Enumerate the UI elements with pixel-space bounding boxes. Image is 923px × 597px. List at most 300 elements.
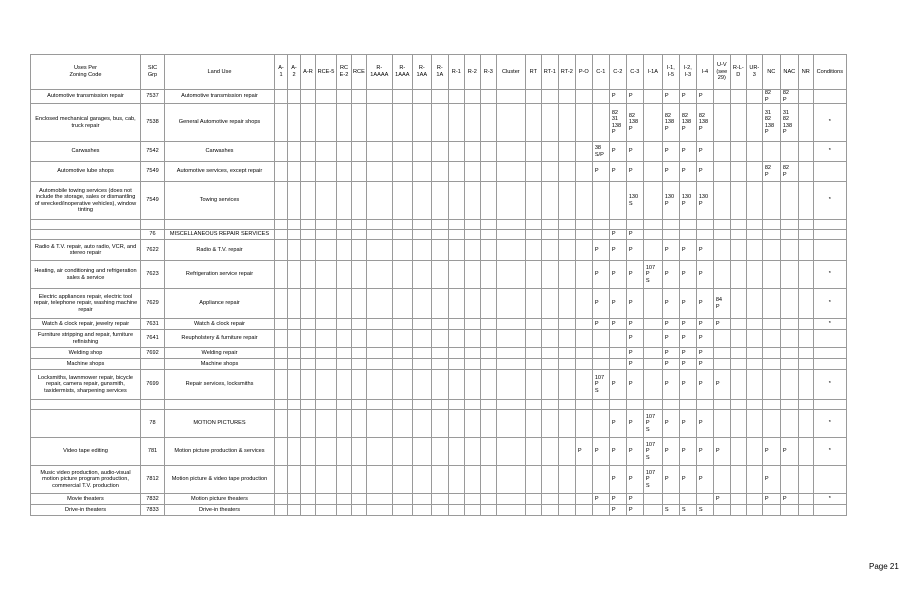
- zone-cell-nc: [762, 348, 780, 359]
- column-header-a-2: A- 2: [288, 55, 301, 90]
- zone-cell-r-3: [480, 370, 496, 400]
- zone-cell-c-1: 107 P S: [592, 370, 609, 400]
- zone-cell-r-1aaaa: [366, 90, 392, 104]
- zone-cell-a-2: [288, 330, 301, 348]
- zone-cell-nr: [798, 319, 813, 330]
- zone-cell-ur-3: [746, 90, 762, 104]
- zone-cell-r-1a: [431, 330, 448, 348]
- zone-cell-r-3: [480, 505, 496, 516]
- column-header-a-r: A-R: [301, 55, 316, 90]
- zone-cell-i-4: P: [696, 90, 713, 104]
- column-header-rt-2: RT-2: [558, 55, 575, 90]
- zone-cell-cluster: [496, 348, 525, 359]
- zone-cell-i-1-i-5: [662, 230, 679, 240]
- column-header-r-1aaaa: R- 1AAAA: [366, 55, 392, 90]
- table-row: [31, 220, 847, 230]
- table-row: [31, 505, 847, 516]
- zone-cell-nr: [798, 494, 813, 505]
- zone-cell-i-1a: [643, 142, 662, 162]
- use-cell: Drive-in theaters: [31, 505, 141, 516]
- zone-cell-rce: [352, 230, 367, 240]
- zone-cell-r-1a: [431, 466, 448, 494]
- zone-cell-i-2-i-3: P: [679, 370, 696, 400]
- zone-cell-r-1aa: [412, 162, 431, 182]
- zone-cell-r-1: [448, 466, 464, 494]
- zone-cell-i-1a: [643, 319, 662, 330]
- zone-cell-r-2: [464, 370, 480, 400]
- zone-cell-r-l-d: [730, 142, 746, 162]
- zone-cell-i-1a: [643, 240, 662, 261]
- zone-cell-i-4: 82 138 P: [696, 104, 713, 142]
- table-row: [31, 348, 847, 359]
- zone-cell-i-4: [696, 494, 713, 505]
- zone-cell-rce-5: [316, 466, 337, 494]
- zone-cell-rt-1: [541, 90, 558, 104]
- zone-cell-a-r: [301, 230, 316, 240]
- zone-cell-cluster: [496, 400, 525, 410]
- zone-cell-a-2: [288, 220, 301, 230]
- zone-cell-nc: [762, 505, 780, 516]
- zone-cell-nr: [798, 370, 813, 400]
- zone-cell-r-1a: [431, 220, 448, 230]
- land-use-cell: Automotive transmission repair: [165, 90, 275, 104]
- zone-cell-nr: [798, 330, 813, 348]
- zone-cell-r-1aa: [412, 182, 431, 220]
- zone-cell-c-3: P: [626, 359, 643, 370]
- zone-cell-r-1aaaa: [366, 370, 392, 400]
- zone-cell-r-1aa: [412, 505, 431, 516]
- zone-cell-rce: [352, 494, 367, 505]
- zone-cell-rce: [352, 466, 367, 494]
- zone-cell-rt: [525, 438, 541, 466]
- zone-cell-a-2: [288, 438, 301, 466]
- zone-cell-u-v-see-29: [713, 162, 730, 182]
- zone-cell-nc: [762, 319, 780, 330]
- zone-cell-cluster: [496, 370, 525, 400]
- zone-cell-i-2-i-3: P: [679, 330, 696, 348]
- conditions-cell: *: [813, 438, 846, 466]
- zone-cell-r-3: [480, 162, 496, 182]
- zone-cell-p-o: [575, 330, 592, 348]
- zone-cell-i-1-i-5: P: [662, 348, 679, 359]
- zone-cell-r-1aa: [412, 494, 431, 505]
- zone-cell-u-v-see-29: [713, 466, 730, 494]
- use-cell: Movie theaters: [31, 494, 141, 505]
- zone-cell-c-3: P: [626, 142, 643, 162]
- zone-cell-c-2: P: [609, 261, 626, 289]
- zone-cell-nr: [798, 104, 813, 142]
- zone-cell-a-1: [275, 370, 288, 400]
- zone-cell-r-3: [480, 289, 496, 319]
- zone-cell-r-l-d: [730, 466, 746, 494]
- zone-cell-rc-e-2: [337, 104, 352, 142]
- sic-cell: 7537: [141, 90, 165, 104]
- use-cell: Enclosed mechanical garages, bus, cab, truck repair: [31, 104, 141, 142]
- zone-cell-cluster: [496, 240, 525, 261]
- zone-cell-r-2: [464, 230, 480, 240]
- sic-cell: 7549: [141, 182, 165, 220]
- zone-cell-r-1aaaa: [366, 359, 392, 370]
- zone-cell-nr: [798, 240, 813, 261]
- zone-cell-rt-2: [558, 104, 575, 142]
- zone-cell-r-1a: [431, 348, 448, 359]
- zone-cell-r-1aa: [412, 220, 431, 230]
- zone-cell-r-1: [448, 90, 464, 104]
- zone-cell-nc: [762, 240, 780, 261]
- zone-cell-a-2: [288, 182, 301, 220]
- zone-cell-p-o: [575, 494, 592, 505]
- zone-cell-rc-e-2: [337, 410, 352, 438]
- zone-cell-r-l-d: [730, 359, 746, 370]
- zone-cell-rt: [525, 505, 541, 516]
- zone-cell-r-1a: [431, 289, 448, 319]
- column-header-sic-grp: SIC Grp: [141, 55, 165, 90]
- zone-cell-r-1a: [431, 162, 448, 182]
- zone-cell-a-1: [275, 330, 288, 348]
- zone-cell-nr: [798, 162, 813, 182]
- zone-cell-i-2-i-3: P: [679, 466, 696, 494]
- zone-cell-r-1aaaa: [366, 466, 392, 494]
- column-header-i-4: I-4: [696, 55, 713, 90]
- column-header-i-2-i-3: I-2, I-3: [679, 55, 696, 90]
- zone-cell-r-1aaaa: [366, 240, 392, 261]
- zone-cell-r-1: [448, 494, 464, 505]
- land-use-cell: Motion picture production & services: [165, 438, 275, 466]
- zone-cell-a-2: [288, 370, 301, 400]
- zone-cell-cluster: [496, 162, 525, 182]
- zone-cell-r-1: [448, 289, 464, 319]
- table-row: [31, 182, 847, 220]
- zone-cell-nac: 31 82 138 P: [780, 104, 798, 142]
- zone-cell-a-1: [275, 289, 288, 319]
- land-use-cell: Towing services: [165, 182, 275, 220]
- zone-cell-r-l-d: [730, 438, 746, 466]
- zone-cell-nac: 82 P: [780, 162, 798, 182]
- zone-cell-c-1: P: [592, 240, 609, 261]
- zone-cell-rt-1: [541, 240, 558, 261]
- zone-cell-a-1: [275, 220, 288, 230]
- zone-cell-c-1: P: [592, 494, 609, 505]
- zone-cell-c-2: [609, 348, 626, 359]
- zone-cell-a-r: [301, 466, 316, 494]
- zone-cell-r-1aa: [412, 104, 431, 142]
- zone-cell-rc-e-2: [337, 466, 352, 494]
- zone-cell-u-v-see-29: [713, 230, 730, 240]
- zone-cell-r-1aaaa: [366, 261, 392, 289]
- zone-cell-i-1-i-5: P: [662, 289, 679, 319]
- zone-cell-r-1aaa: [392, 182, 412, 220]
- zone-cell-p-o: [575, 104, 592, 142]
- zone-cell-c-1: [592, 104, 609, 142]
- zone-cell-rce: [352, 90, 367, 104]
- zone-cell-i-1-i-5: P: [662, 410, 679, 438]
- zone-cell-a-r: [301, 104, 316, 142]
- zone-cell-rt-2: [558, 466, 575, 494]
- zone-cell-r-2: [464, 162, 480, 182]
- zone-cell-rt: [525, 220, 541, 230]
- zone-cell-r-l-d: [730, 104, 746, 142]
- zone-cell-rt-2: [558, 494, 575, 505]
- zone-cell-r-1: [448, 220, 464, 230]
- zone-cell-r-1: [448, 319, 464, 330]
- zone-cell-p-o: [575, 505, 592, 516]
- zone-cell-rc-e-2: [337, 370, 352, 400]
- zone-cell-r-l-d: [730, 182, 746, 220]
- zone-cell-r-1aa: [412, 438, 431, 466]
- sic-cell: [141, 220, 165, 230]
- zone-cell-r-3: [480, 261, 496, 289]
- zone-cell-nc: P: [762, 494, 780, 505]
- zone-cell-nc: 31 82 138 P: [762, 104, 780, 142]
- zone-cell-r-2: [464, 182, 480, 220]
- zone-cell-rt: [525, 319, 541, 330]
- zone-cell-nac: [780, 230, 798, 240]
- zone-cell-u-v-see-29: [713, 142, 730, 162]
- zone-cell-nc: [762, 370, 780, 400]
- zone-cell-c-2: P: [609, 410, 626, 438]
- zone-cell-cluster: [496, 289, 525, 319]
- zone-cell-i-1-i-5: [662, 220, 679, 230]
- zone-cell-nr: [798, 220, 813, 230]
- sic-cell: 76: [141, 230, 165, 240]
- table-row: [31, 494, 847, 505]
- zone-cell-r-2: [464, 348, 480, 359]
- land-use-cell: MOTION PICTURES: [165, 410, 275, 438]
- zone-cell-r-1aaa: [392, 505, 412, 516]
- zone-cell-r-l-d: [730, 90, 746, 104]
- use-cell: Carwashes: [31, 142, 141, 162]
- zone-cell-r-2: [464, 142, 480, 162]
- zone-cell-r-l-d: [730, 240, 746, 261]
- zone-cell-rt-1: [541, 370, 558, 400]
- zone-cell-rt-1: [541, 505, 558, 516]
- zone-cell-ur-3: [746, 104, 762, 142]
- zone-cell-c-3: P: [626, 261, 643, 289]
- zone-cell-r-3: [480, 230, 496, 240]
- zone-cell-r-1aaa: [392, 142, 412, 162]
- zone-cell-ur-3: [746, 505, 762, 516]
- conditions-cell: *: [813, 319, 846, 330]
- zone-cell-c-2: 82 31 138 P: [609, 104, 626, 142]
- zone-cell-r-1a: [431, 370, 448, 400]
- zone-cell-rt-2: [558, 142, 575, 162]
- zone-cell-i-1-i-5: P: [662, 319, 679, 330]
- land-use-cell: MISCELLANEOUS REPAIR SERVICES: [165, 230, 275, 240]
- conditions-cell: *: [813, 182, 846, 220]
- zone-cell-c-1: [592, 359, 609, 370]
- zone-cell-i-1a: [643, 230, 662, 240]
- zone-cell-i-2-i-3: 82 138 P: [679, 104, 696, 142]
- zone-cell-r-1aaaa: [366, 319, 392, 330]
- table-row: [31, 400, 847, 410]
- zone-cell-cluster: [496, 319, 525, 330]
- zone-cell-c-2: P: [609, 370, 626, 400]
- zone-cell-rt-1: [541, 261, 558, 289]
- zone-cell-rt-2: [558, 289, 575, 319]
- zone-cell-a-r: [301, 494, 316, 505]
- zone-cell-r-1aaa: [392, 330, 412, 348]
- column-header-i-1-i-5: I-1, I-5: [662, 55, 679, 90]
- zone-cell-r-1aaa: [392, 90, 412, 104]
- use-cell: Automotive transmission repair: [31, 90, 141, 104]
- column-header-rt: RT: [525, 55, 541, 90]
- zone-cell-r-1: [448, 359, 464, 370]
- zone-cell-rt-1: [541, 182, 558, 220]
- zone-cell-i-1-i-5: P: [662, 240, 679, 261]
- zone-cell-a-2: [288, 410, 301, 438]
- zone-cell-c-1: P: [592, 319, 609, 330]
- zone-cell-nac: P: [780, 494, 798, 505]
- zone-cell-c-1: [592, 505, 609, 516]
- conditions-cell: [813, 230, 846, 240]
- zone-cell-rt-2: [558, 220, 575, 230]
- zone-cell-c-2: P: [609, 142, 626, 162]
- zone-cell-a-r: [301, 289, 316, 319]
- zone-cell-a-r: [301, 90, 316, 104]
- zone-cell-i-4: P: [696, 289, 713, 319]
- zone-cell-rce-5: [316, 348, 337, 359]
- table-row: [31, 230, 847, 240]
- zone-cell-u-v-see-29: [713, 90, 730, 104]
- column-header-c-2: C-2: [609, 55, 626, 90]
- zone-cell-nr: [798, 505, 813, 516]
- conditions-cell: [813, 330, 846, 348]
- zone-cell-c-2: [609, 359, 626, 370]
- zone-cell-r-1aa: [412, 359, 431, 370]
- zone-cell-a-1: [275, 410, 288, 438]
- zone-cell-nc: P: [762, 438, 780, 466]
- zone-cell-i-1-i-5: [662, 400, 679, 410]
- column-header-rt-1: RT-1: [541, 55, 558, 90]
- zone-cell-r-2: [464, 400, 480, 410]
- zone-cell-r-3: [480, 104, 496, 142]
- column-header-conditions: Conditions: [813, 55, 846, 90]
- zone-cell-u-v-see-29: P: [713, 438, 730, 466]
- column-header-uses-per-zoning-code: Uses Per Zoning Code: [31, 55, 141, 90]
- zone-cell-r-1aaa: [392, 104, 412, 142]
- zone-cell-r-1: [448, 142, 464, 162]
- zone-cell-rce-5: [316, 505, 337, 516]
- zone-cell-ur-3: [746, 182, 762, 220]
- zone-cell-nac: [780, 220, 798, 230]
- zone-cell-r-l-d: [730, 400, 746, 410]
- zone-cell-c-3: P: [626, 330, 643, 348]
- zone-cell-c-3: P: [626, 494, 643, 505]
- zone-cell-i-2-i-3: P: [679, 348, 696, 359]
- sic-cell: 7812: [141, 466, 165, 494]
- zone-cell-rt-2: [558, 90, 575, 104]
- zone-cell-i-1a: [643, 104, 662, 142]
- zone-cell-nac: [780, 466, 798, 494]
- use-cell: Watch & clock repair, jewelry repair: [31, 319, 141, 330]
- zone-cell-r-3: [480, 240, 496, 261]
- conditions-cell: [813, 348, 846, 359]
- zone-cell-nr: [798, 400, 813, 410]
- zone-cell-a-2: [288, 505, 301, 516]
- zone-cell-i-1a: [643, 182, 662, 220]
- zone-cell-p-o: [575, 261, 592, 289]
- zone-cell-i-2-i-3: P: [679, 261, 696, 289]
- zone-cell-cluster: [496, 220, 525, 230]
- zone-cell-r-l-d: [730, 220, 746, 230]
- table-row: [31, 240, 847, 261]
- zone-cell-cluster: [496, 182, 525, 220]
- zone-cell-rc-e-2: [337, 182, 352, 220]
- zone-cell-u-v-see-29: [713, 182, 730, 220]
- zone-cell-c-2: P: [609, 494, 626, 505]
- zone-cell-a-1: [275, 162, 288, 182]
- zone-cell-nr: [798, 289, 813, 319]
- zone-cell-i-4: P: [696, 319, 713, 330]
- zone-cell-nr: [798, 182, 813, 220]
- zone-cell-r-1aa: [412, 410, 431, 438]
- sic-cell: 7549: [141, 162, 165, 182]
- zone-cell-rce: [352, 240, 367, 261]
- sic-cell: 7629: [141, 289, 165, 319]
- column-header-r-2: R-2: [464, 55, 480, 90]
- zone-cell-nc: [762, 359, 780, 370]
- zone-cell-rt-2: [558, 348, 575, 359]
- use-cell: Heating, air conditioning and refrigeration sales & service: [31, 261, 141, 289]
- zone-cell-a-r: [301, 370, 316, 400]
- zone-cell-r-1aaaa: [366, 182, 392, 220]
- zone-cell-r-1aaa: [392, 359, 412, 370]
- zone-cell-r-1aaaa: [366, 230, 392, 240]
- zone-cell-p-o: [575, 240, 592, 261]
- use-cell: Machine shops: [31, 359, 141, 370]
- zone-cell-nr: [798, 230, 813, 240]
- zone-cell-c-1: [592, 90, 609, 104]
- zone-cell-a-r: [301, 142, 316, 162]
- column-header-r-l-d: R-L- D: [730, 55, 746, 90]
- zone-cell-rt-1: [541, 466, 558, 494]
- zone-cell-c-2: P: [609, 505, 626, 516]
- zone-cell-r-1aaa: [392, 370, 412, 400]
- zone-cell-i-2-i-3: 130 P: [679, 182, 696, 220]
- zone-cell-nac: [780, 505, 798, 516]
- zone-cell-r-1: [448, 162, 464, 182]
- zone-cell-c-2: P: [609, 289, 626, 319]
- zone-cell-p-o: [575, 162, 592, 182]
- zone-cell-rce: [352, 348, 367, 359]
- zone-cell-a-r: [301, 330, 316, 348]
- zone-cell-c-2: P: [609, 319, 626, 330]
- zone-cell-r-1a: [431, 359, 448, 370]
- zone-cell-a-r: [301, 410, 316, 438]
- zone-cell-c-3: P: [626, 348, 643, 359]
- zone-cell-c-2: [609, 330, 626, 348]
- column-header-nc: NC: [762, 55, 780, 90]
- zone-cell-i-4: P: [696, 370, 713, 400]
- table-row: [31, 162, 847, 182]
- zone-cell-r-1aaaa: [366, 104, 392, 142]
- zone-cell-i-1-i-5: 130 P: [662, 182, 679, 220]
- zone-cell-nc: [762, 330, 780, 348]
- zone-cell-nac: [780, 182, 798, 220]
- zone-cell-rce: [352, 370, 367, 400]
- zone-cell-ur-3: [746, 220, 762, 230]
- zone-cell-r-1a: [431, 400, 448, 410]
- zone-cell-i-4: [696, 220, 713, 230]
- use-cell: Welding shop: [31, 348, 141, 359]
- zone-cell-cluster: [496, 90, 525, 104]
- zone-cell-rce: [352, 330, 367, 348]
- zone-cell-cluster: [496, 261, 525, 289]
- column-header-rce-5: RCE-5: [316, 55, 337, 90]
- zone-cell-nac: [780, 359, 798, 370]
- use-cell: Electric appliances repair, electric tool repair, telephone repair, washing machine repair: [31, 289, 141, 319]
- zone-cell-rce: [352, 319, 367, 330]
